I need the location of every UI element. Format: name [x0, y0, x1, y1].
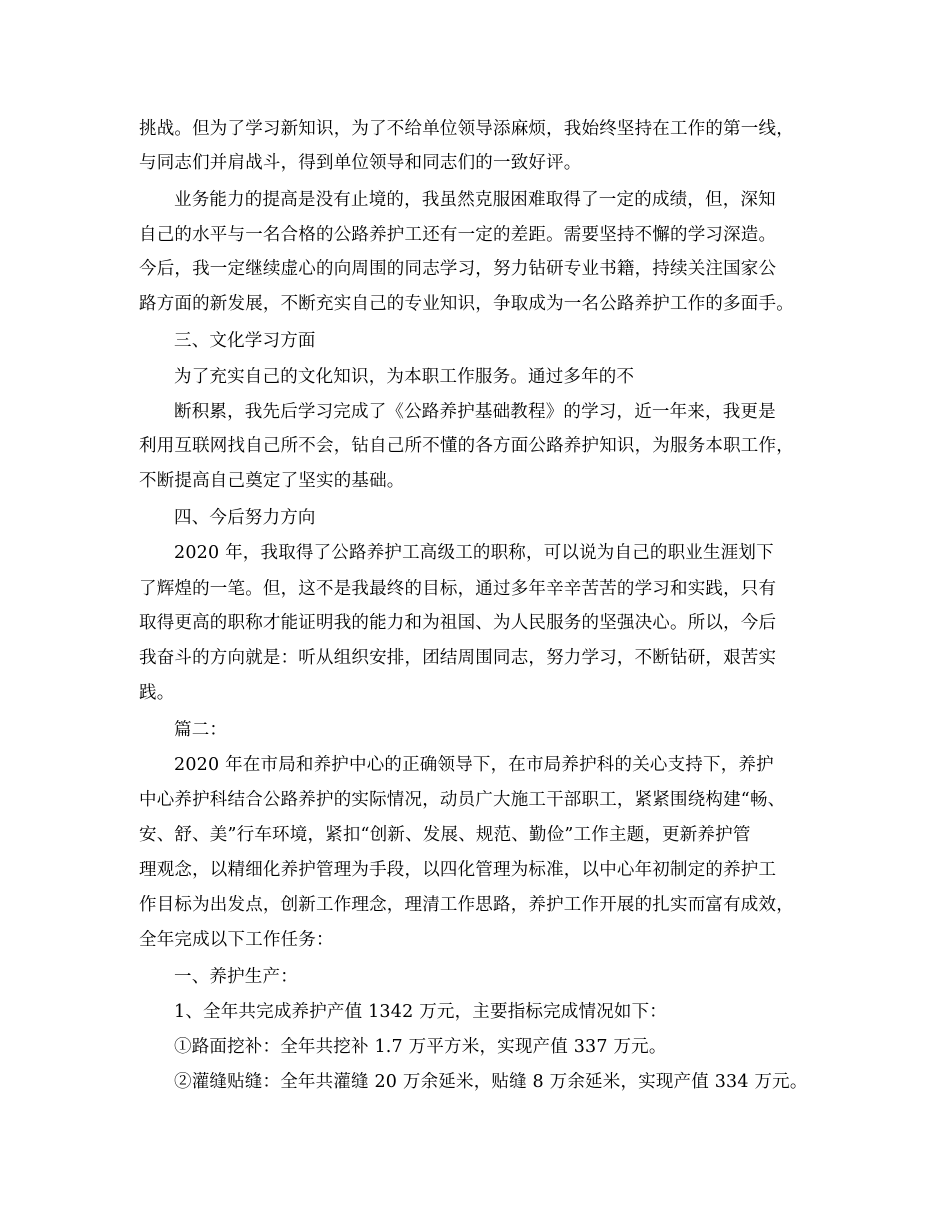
paragraph-line: 2020 年在市局和养护中心的正确领导下，在市局养护科的关心支持下，养护 — [174, 755, 774, 775]
paragraph-line: 作目标为出发点，创新工作理念，理清工作思路，养护工作开展的扎实而富有成效， — [139, 895, 794, 915]
list-item: 1、全年共完成养护产值 1342 万元，主要指标完成情况如下： — [174, 1002, 667, 1022]
list-item: ①路面挖补：全年共挖补 1.7 万平方米，实现产值 337 万元。 — [174, 1037, 667, 1057]
paragraph-line: 与同志们并肩战斗，得到单位领导和同志们的一致好评。 — [139, 153, 582, 173]
paragraph-line: 了辉煌的一笔。但，这不是我最终的目标，通过多年辛辛苦苦的学习和实践，只有 — [139, 579, 777, 599]
paragraph-line: 全年完成以下工作任务： — [139, 930, 334, 950]
paragraph-line: 挑战。但为了学习新知识，为了不给单位领导添麻烦，我始终坚持在工作的第一线， — [139, 119, 794, 139]
section-heading: 三、文化学习方面 — [174, 331, 316, 351]
paragraph-line: 路方面的新发展，不断充实自己的专业知识，争取成为一名公路养护工作的多面手。 — [139, 294, 794, 314]
paragraph-line: 践。 — [139, 683, 175, 703]
paragraph-line: 业务能力的提高是没有止境的，我虽然克服困难取得了一定的成绩，但，深知 — [174, 190, 776, 210]
paragraph-line: 今后，我一定继续虚心的向周围的同志学习，努力钻研专业书籍，持续关注国家公 — [139, 259, 777, 279]
paragraph-line: 自己的水平与一名合格的公路养护工还有一定的差距。需要坚持不懈的学习深造。 — [139, 225, 777, 245]
paragraph-line: 中心养护科结合公路养护的实际情况，动员广大施工干部职工，紧紧围绕构建“畅、 — [139, 790, 786, 810]
paragraph-line: 为了充实自己的文化知识，为本职工作服务。通过多年的不 — [174, 367, 635, 387]
paragraph-line: 我奋斗的方向就是：听从组织安排，团结周围同志，努力学习，不断钻研，艰苦实 — [139, 648, 777, 668]
list-item: ②灌缝贴缝：全年共灌缝 20 万余延米，贴缝 8 万余延米，实现产值 334 万元。 — [174, 1072, 808, 1092]
paragraph-line: 利用互联网找自己所不会，钻自己所不懂的各方面公路养护知识，为服务本职工作， — [139, 436, 794, 456]
section-heading: 一、养护生产： — [174, 967, 298, 987]
paragraph-line: 断积累，我先后学习完成了《公路养护基础教程》的学习，近一年来，我更是 — [174, 402, 776, 422]
paragraph-line: 2020 年，我取得了公路养护工高级工的职称，可以说为自己的职业生涯划下 — [174, 543, 774, 563]
paragraph-line: 理观念，以精细化养护管理为手段，以四化管理为标准，以中心年初制定的养护工 — [139, 860, 777, 880]
paragraph-line: 取得更高的职称才能证明我的能力和为祖国、为人民服务的坚强决心。所以，今后 — [139, 613, 777, 633]
paragraph-line: 安、舒、美”行车环境，紧扣“创新、发展、规范、勤俭”工作主题，更新养护管 — [139, 825, 751, 845]
section-heading: 四、今后努力方向 — [174, 508, 316, 528]
section-heading: 篇二： — [174, 720, 228, 740]
paragraph-line: 不断提高自己奠定了坚实的基础。 — [139, 471, 405, 491]
